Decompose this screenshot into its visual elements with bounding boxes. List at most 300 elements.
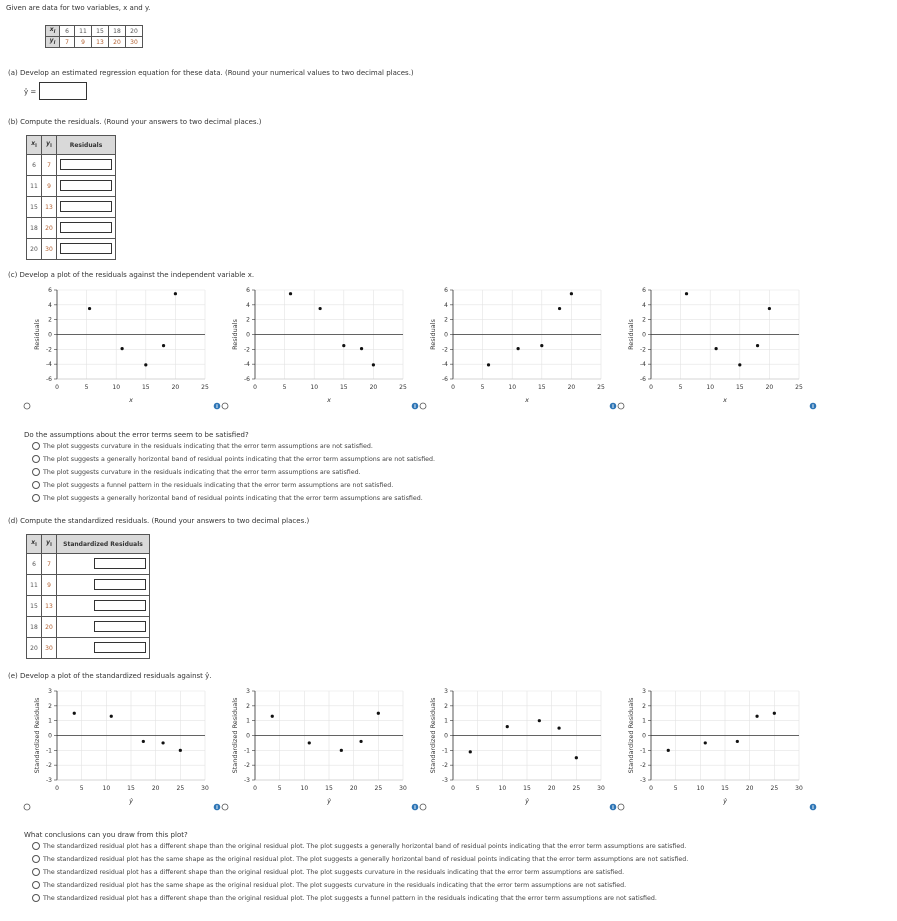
std-residual-cell (57, 596, 150, 617)
info-icon-glyph: i (414, 805, 416, 811)
info-icon (214, 804, 221, 811)
std-residual-input[interactable] (94, 600, 146, 611)
chart-radio-button[interactable] (24, 804, 30, 810)
data-point (685, 292, 688, 295)
info-icon (610, 403, 617, 410)
y-tick-label: -3 (442, 777, 448, 784)
residual-cell (57, 176, 116, 197)
y-value: 13 (42, 596, 57, 617)
y-value: 20 (42, 617, 57, 638)
std-residual-cell (57, 575, 150, 596)
data-point (372, 363, 375, 366)
data-point (162, 344, 165, 347)
part-a-prompt: (a) Develop an estimated regression equation for these data. (Round your numerical values to two decimal places.) (8, 69, 414, 77)
x-header (46, 26, 60, 37)
y-value: 30 (42, 638, 57, 659)
y-tick-label: -2 (640, 346, 646, 354)
part-c-option[interactable] (32, 440, 435, 453)
part-c-option[interactable] (32, 453, 435, 466)
y-tick-label: 0 (642, 732, 646, 740)
option-text: The plot suggests curvature in the residuals indicating that the error term assumptions are not satisfied. (43, 443, 373, 450)
x-value: 15 (27, 197, 42, 218)
x-tick-label: 15 (339, 384, 348, 391)
y-tick-label: 1 (444, 717, 448, 725)
x-tick-label: 10 (102, 785, 111, 792)
y-tick-label: -4 (46, 361, 52, 369)
data-point (271, 715, 274, 718)
y-val: 20 (109, 37, 126, 48)
info-icon (610, 804, 617, 811)
residual-row (27, 218, 116, 239)
x-tick-label: 10 (300, 785, 309, 792)
data-point (715, 347, 718, 350)
part-e-option[interactable] (32, 879, 688, 892)
residual-input[interactable] (60, 222, 112, 233)
residual-cell (57, 239, 116, 260)
info-icon (810, 403, 817, 410)
radio-button[interactable] (32, 455, 40, 463)
radio-button[interactable] (32, 468, 40, 476)
x-value: 20 (27, 239, 42, 260)
info-icon (810, 804, 817, 811)
x-tick-label: 15 (127, 785, 135, 792)
residual-cell (57, 155, 116, 176)
option-text: The plot suggests a funnel pattern in the residuals indicating that the error term assumptions are not satisfied. (43, 482, 394, 489)
x-tick-label: 5 (678, 384, 683, 391)
x-val: 6 (60, 26, 75, 37)
data-point (88, 307, 91, 310)
std-residual-row (27, 596, 150, 617)
y-tick-label: 2 (444, 702, 448, 710)
x-sub: i (35, 143, 37, 150)
x-axis-label: ŷ (723, 797, 727, 805)
data-point (308, 741, 311, 744)
radio-button[interactable] (32, 881, 40, 889)
y-tick-label: 0 (48, 331, 52, 339)
x-tick-label: 15 (325, 785, 333, 792)
x-sub: i (35, 542, 37, 549)
info-icon (214, 403, 221, 410)
data-table (45, 25, 143, 48)
x-tick-label: 0 (649, 785, 653, 792)
data-point (773, 712, 776, 715)
y-tick-label: 2 (246, 702, 250, 710)
y-tick-label: 0 (246, 732, 250, 740)
x-value: 11 (27, 176, 42, 197)
x-tick-label: 20 (745, 785, 754, 792)
x-tick-label: 5 (282, 384, 287, 391)
x-tick-label: 30 (597, 785, 605, 792)
data-row-y (46, 37, 143, 48)
x-tick-label: 20 (171, 384, 180, 391)
y-tick-label: -2 (46, 346, 52, 354)
residual-cell (57, 218, 116, 239)
y-tick-label: 6 (246, 287, 250, 294)
data-point (755, 715, 758, 718)
x-tick-label: 10 (696, 785, 705, 792)
y-value: 30 (42, 239, 57, 260)
y-tick-label: 2 (48, 316, 52, 324)
option-text: The plot suggests curvature in the residuals indicating that the error term assumptions are satisfied. (43, 469, 361, 476)
y-value: 13 (42, 197, 57, 218)
y-tick-label: 4 (642, 301, 646, 309)
standardized-residual-plot (610, 688, 803, 811)
x-axis-label: ŷ (129, 797, 133, 805)
y-tick-label: -2 (442, 346, 448, 354)
x-tick-label: 10 (112, 384, 121, 391)
y-tick-label: 0 (48, 732, 52, 740)
x-label: x (49, 26, 54, 34)
x-tick-label: 15 (141, 384, 150, 391)
residual-plot (412, 287, 605, 410)
residual-plot (214, 287, 407, 410)
data-point (575, 756, 578, 759)
part-e-options (32, 840, 688, 905)
y-tick-label: 6 (48, 287, 52, 294)
y-tick-label: 0 (444, 732, 448, 740)
y-tick-label: -4 (442, 361, 448, 369)
y-axis-label: Residuals (231, 319, 239, 350)
y-tick-label: -1 (640, 747, 646, 755)
x-tick-label: 20 (547, 785, 556, 792)
std-residual-input[interactable] (94, 579, 146, 590)
chart-radio-button[interactable] (222, 403, 228, 409)
x-val: 18 (109, 26, 126, 37)
y-tick-label: -2 (640, 762, 646, 770)
x-tick-label: 20 (369, 384, 378, 391)
residual-row (27, 239, 116, 260)
x-value: 6 (27, 554, 42, 575)
y-label: y (49, 37, 54, 45)
std-residual-row (27, 638, 150, 659)
y-axis-label: Residuals (429, 319, 437, 350)
residual-cell (57, 197, 116, 218)
y-value: 9 (42, 575, 57, 596)
x-tick-label: 5 (480, 384, 485, 391)
y-axis-label: Standardized Residuals (429, 697, 437, 774)
y-val: 7 (60, 37, 75, 48)
data-point (756, 344, 759, 347)
y-val: 30 (126, 37, 143, 48)
y-tick-label: 2 (444, 316, 448, 324)
data-point (469, 750, 472, 753)
x-val: 20 (126, 26, 143, 37)
standardized-residual-plot (24, 688, 209, 810)
standardized-residuals-table (26, 534, 150, 659)
y-tick-label: 4 (246, 301, 250, 309)
y-value: 7 (42, 554, 57, 575)
y-val: 13 (92, 37, 109, 48)
data-point (558, 307, 561, 310)
option-text: The standardized residual plot has a different shape than the original residual plot. The plot suggests curvature in the residuals indicating that the error term assumptions are satisfied. (43, 869, 625, 876)
y-tick-label: 0 (642, 331, 646, 339)
std-residual-row (27, 575, 150, 596)
x-tick-label: 25 (374, 785, 383, 792)
x-tick-label: 0 (451, 384, 455, 391)
x-axis-label: ŷ (327, 797, 331, 805)
y-tick-label: -1 (442, 747, 448, 755)
data-point (570, 292, 573, 295)
data-point (538, 719, 541, 722)
x-axis-label: x (129, 396, 133, 404)
part-c-question: Do the assumptions about the error terms seem to be satisfied? (24, 431, 249, 439)
part-d-prompt: (d) Compute the standardized residuals. (Round your answers to two decimal places.) (8, 517, 310, 525)
x-tick-label: 25 (795, 384, 803, 391)
part-e-prompt: (e) Develop a plot of the standardized residuals against ŷ. (8, 672, 212, 680)
info-icon-glyph: i (216, 805, 218, 811)
x-value: 15 (27, 596, 42, 617)
part-c-prompt: (c) Develop a plot of the residuals against the independent variable x. (8, 271, 255, 279)
y-tick-label: 2 (642, 316, 646, 324)
x-tick-label: 5 (79, 785, 84, 792)
x-tick-label: 20 (567, 384, 576, 391)
radio-button[interactable] (32, 842, 40, 850)
x-label: x (31, 140, 36, 148)
data-point (360, 347, 363, 350)
data-point (340, 749, 343, 752)
x-tick-label: 5 (673, 785, 678, 792)
y-label: y (46, 140, 51, 148)
data-point (73, 712, 76, 715)
std-residuals-header-row (27, 535, 150, 554)
x-tick-label: 0 (649, 384, 653, 391)
y-tick-label: 6 (444, 287, 448, 294)
option-text: The standardized residual plot has a different shape than the original residual plot. The plot suggests a generally horizontal band of residual points indicating that the error term assumptions are satisfied. (43, 843, 687, 850)
y-tick-label: -1 (244, 747, 250, 755)
part-b-prompt: (b) Compute the residuals. (Round your answers to two decimal places.) (8, 118, 262, 126)
y-value: 9 (42, 176, 57, 197)
chart-radio-button[interactable] (618, 804, 624, 810)
y-tick-label: 1 (246, 717, 250, 725)
data-point (540, 344, 543, 347)
radio-button[interactable] (32, 442, 40, 450)
data-point (517, 347, 520, 350)
part-c-option[interactable] (32, 479, 435, 492)
data-point (161, 741, 164, 744)
std-residual-row (27, 617, 150, 638)
data-point (179, 749, 182, 752)
y-tick-label: -2 (442, 762, 448, 770)
data-point (121, 347, 124, 350)
x-value: 11 (27, 575, 42, 596)
y-tick-label: 2 (246, 316, 250, 324)
intro-text: Given are data for two variables, x and y. (6, 4, 151, 12)
residuals-header-row (27, 136, 116, 155)
y-axis-label: Standardized Residuals (231, 697, 239, 774)
x-header (27, 535, 42, 554)
residual-plot (610, 287, 803, 410)
data-point (289, 292, 292, 295)
part-c-options (32, 440, 435, 505)
y-tick-label: 6 (642, 287, 646, 294)
info-icon-glyph: i (812, 404, 814, 410)
data-point (342, 344, 345, 347)
part-e-option[interactable] (32, 892, 688, 905)
data-point (557, 726, 560, 729)
info-icon-glyph: i (216, 404, 218, 410)
y-header (46, 37, 60, 48)
info-icon (412, 403, 419, 410)
x-tick-label: 30 (795, 785, 803, 792)
std-residual-cell (57, 554, 150, 575)
x-tick-label: 5 (475, 785, 480, 792)
option-text: The plot suggests a generally horizontal band of residual points indicating that the error term assumptions are not satisfied. (43, 456, 436, 463)
residual-plots (0, 282, 897, 412)
radio-button[interactable] (32, 494, 40, 502)
y-tick-label: -6 (640, 376, 646, 383)
x-tick-label: 15 (721, 785, 729, 792)
part-e-option[interactable] (32, 840, 688, 853)
x-tick-label: 10 (310, 384, 319, 391)
residual-row (27, 176, 116, 197)
option-text: The standardized residual plot has the same shape as the original residual plot. The plot suggests curvature in the residuals indicating that the error term assumptions are not satisfied. (43, 882, 627, 889)
residuals-table (26, 135, 116, 260)
x-tick-label: 25 (399, 384, 407, 391)
part-c-option[interactable] (32, 466, 435, 479)
y-tick-label: 1 (48, 717, 52, 725)
standardized-residual-plot (412, 688, 605, 811)
y-tick-label: -3 (244, 777, 250, 784)
part-e-option[interactable] (32, 853, 688, 866)
data-point (142, 740, 145, 743)
info-icon (412, 804, 419, 811)
y-value: 7 (42, 155, 57, 176)
info-icon-glyph: i (612, 805, 614, 811)
radio-button[interactable] (32, 894, 40, 902)
chart-radio-button[interactable] (222, 804, 228, 810)
x-axis-label: x (327, 396, 331, 404)
y-tick-label: 3 (48, 688, 52, 695)
x-tick-label: 25 (770, 785, 779, 792)
chart-radio-button[interactable] (24, 403, 30, 409)
chart-radio-button[interactable] (618, 403, 624, 409)
data-point (704, 741, 707, 744)
x-tick-label: 20 (765, 384, 774, 391)
regression-equation-input[interactable] (39, 82, 87, 100)
data-row-x (46, 26, 143, 37)
standardized-residual-plot (214, 688, 407, 811)
y-sub: i (50, 542, 52, 549)
x-value: 6 (27, 155, 42, 176)
data-point (377, 712, 380, 715)
part-e-question: What conclusions can you draw from this plot? (24, 831, 188, 839)
x-tick-label: 25 (597, 384, 605, 391)
y-tick-label: 2 (48, 702, 52, 710)
y-val: 9 (75, 37, 92, 48)
residual-input[interactable] (60, 243, 112, 254)
radio-button[interactable] (32, 855, 40, 863)
std-residual-row (27, 554, 150, 575)
radio-button[interactable] (32, 868, 40, 876)
x-tick-label: 15 (735, 384, 744, 391)
x-tick-label: 0 (55, 785, 59, 792)
x-value: 18 (27, 617, 42, 638)
x-tick-label: 0 (451, 785, 455, 792)
residual-input[interactable] (60, 159, 112, 170)
y-tick-label: 3 (642, 688, 646, 695)
y-axis-label: Residuals (627, 319, 635, 350)
y-tick-label: -6 (442, 376, 448, 383)
data-point (319, 307, 322, 310)
standardized-residual-plots (0, 683, 897, 813)
x-tick-label: 0 (253, 785, 257, 792)
x-tick-label: 0 (55, 384, 59, 391)
x-sub: i (53, 29, 56, 36)
chart-radio-button[interactable] (420, 403, 426, 409)
std-residual-input[interactable] (94, 642, 146, 653)
y-tick-label: -2 (46, 762, 52, 770)
y-tick-label: -3 (640, 777, 646, 784)
y-tick-label: 1 (642, 717, 646, 725)
y-tick-label: -6 (46, 376, 52, 383)
data-point (667, 749, 670, 752)
y-tick-label: -2 (244, 762, 250, 770)
x-tick-label: 10 (706, 384, 715, 391)
part-c-option[interactable] (32, 492, 435, 505)
chart-radio-button[interactable] (420, 804, 426, 810)
data-point (110, 715, 113, 718)
part-e-option[interactable] (32, 866, 688, 879)
residual-row (27, 197, 116, 218)
data-point (359, 740, 362, 743)
x-header (27, 136, 42, 155)
residual-row (27, 155, 116, 176)
x-tick-label: 5 (84, 384, 89, 391)
x-axis-label: x (723, 396, 727, 404)
data-point (736, 740, 739, 743)
data-point (506, 725, 509, 728)
x-tick-label: 10 (508, 384, 517, 391)
std-residual-cell (57, 617, 150, 638)
data-point (487, 363, 490, 366)
yhat-label: ŷ = (24, 88, 37, 96)
info-icon-glyph: i (414, 404, 416, 410)
radio-button[interactable] (32, 481, 40, 489)
y-tick-label: 0 (246, 331, 250, 339)
x-tick-label: 20 (151, 785, 160, 792)
info-icon-glyph: i (812, 805, 814, 811)
y-tick-label: 3 (444, 688, 448, 695)
y-tick-label: -1 (46, 747, 52, 755)
x-value: 18 (27, 218, 42, 239)
residuals-header: Residuals (57, 136, 116, 155)
std-residual-input[interactable] (94, 621, 146, 632)
x-tick-label: 15 (537, 384, 546, 391)
x-tick-label: 15 (523, 785, 531, 792)
x-tick-label: 25 (572, 785, 581, 792)
data-point (174, 292, 177, 295)
y-value: 20 (42, 218, 57, 239)
std-residual-input[interactable] (94, 558, 146, 569)
residual-plot (24, 287, 209, 409)
y-tick-label: -4 (244, 361, 250, 369)
y-label: y (46, 539, 51, 547)
option-text: The standardized residual plot has a different shape than the original residual plot. The plot suggests a funnel pattern in the residuals indicating that the error term assumptions are not satisfied. (43, 895, 657, 902)
x-tick-label: 5 (277, 785, 282, 792)
y-tick-label: -4 (640, 361, 646, 369)
y-tick-label: 0 (444, 331, 448, 339)
option-text: The plot suggests a generally horizontal band of residual points indicating that the error term assumptions are satisfied. (43, 495, 423, 502)
data-point (738, 363, 741, 366)
y-tick-label: -2 (244, 346, 250, 354)
residual-input[interactable] (60, 180, 112, 191)
x-tick-label: 25 (176, 785, 185, 792)
x-label: x (31, 539, 36, 547)
info-icon-glyph: i (612, 404, 614, 410)
y-tick-label: 2 (642, 702, 646, 710)
x-val: 15 (92, 26, 109, 37)
residual-input[interactable] (60, 201, 112, 212)
